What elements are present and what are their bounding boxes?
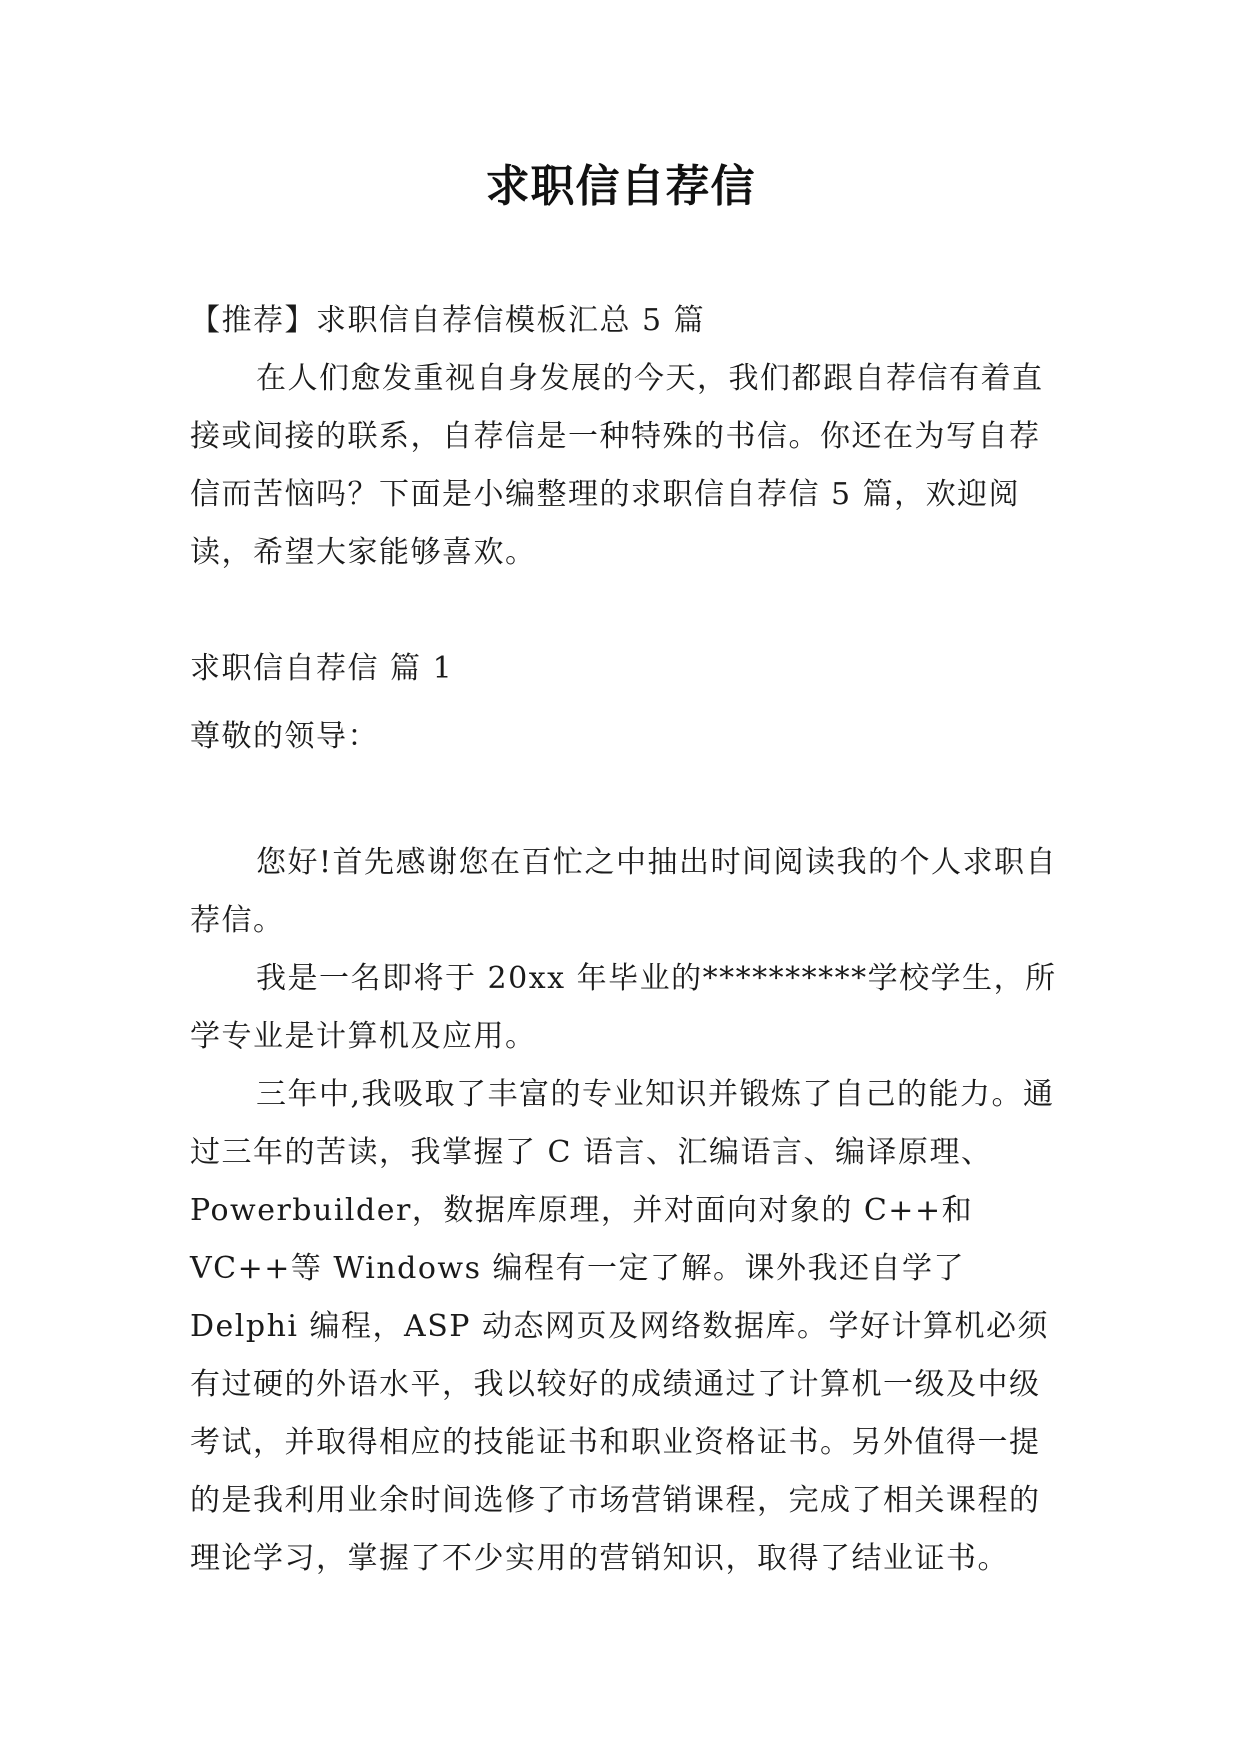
salutation: 尊敬的领导： <box>190 719 379 754</box>
body-paragraph-1: 您好!首先感谢您在百忙之中抽出时间阅读我的个人求职自荐信。 <box>190 845 1058 938</box>
document-body <box>190 292 1058 1588</box>
intro-paragraph: 在人们愈发重视自身发展的今天，我们都跟自荐信有着直接或间接的联系，自荐信是一种特殊的书信。你还在为写自荐信而苦恼吗？下面是小编整理的求职信自荐信 5 篇，欢迎阅读，希望大家能够喜欢。 <box>190 361 1044 570</box>
section-heading: 求职信自荐信 篇 1 <box>190 651 454 686</box>
page-title: 求职信自荐信 <box>485 161 756 212</box>
body-paragraph-2: 我是一名即将于 20xx 年毕业的**********学校学生，所学专业是计算机及应用。 <box>190 961 1057 1054</box>
intro-heading: 【推荐】求职信自荐信模板汇总 5 篇 <box>190 303 706 338</box>
body-paragraph-3: 三年中,我吸取了丰富的专业知识并锻炼了自己的能力。通过三年的苦读，我掌握了 C 语言、汇编语言、编译原理、Powerbuilder，数据库原理，并对面向对象的 C++和 VC++等 Windows 编程有一定了解。课外我还自学了 Delphi 编程，ASP 动态网页及网络数据库。学好计算机必须有过硬的外语水平，我以较好的成绩通过了计算机一级及中级考试，并取得相应的技能证书和职业资格证书。另外值得一提的是我利用业余时间选修了市场营销课程，完成了相关课程的理论学习，掌握了不少实用的营销知识，取得了结业证书。 <box>190 1077 1055 1576</box>
